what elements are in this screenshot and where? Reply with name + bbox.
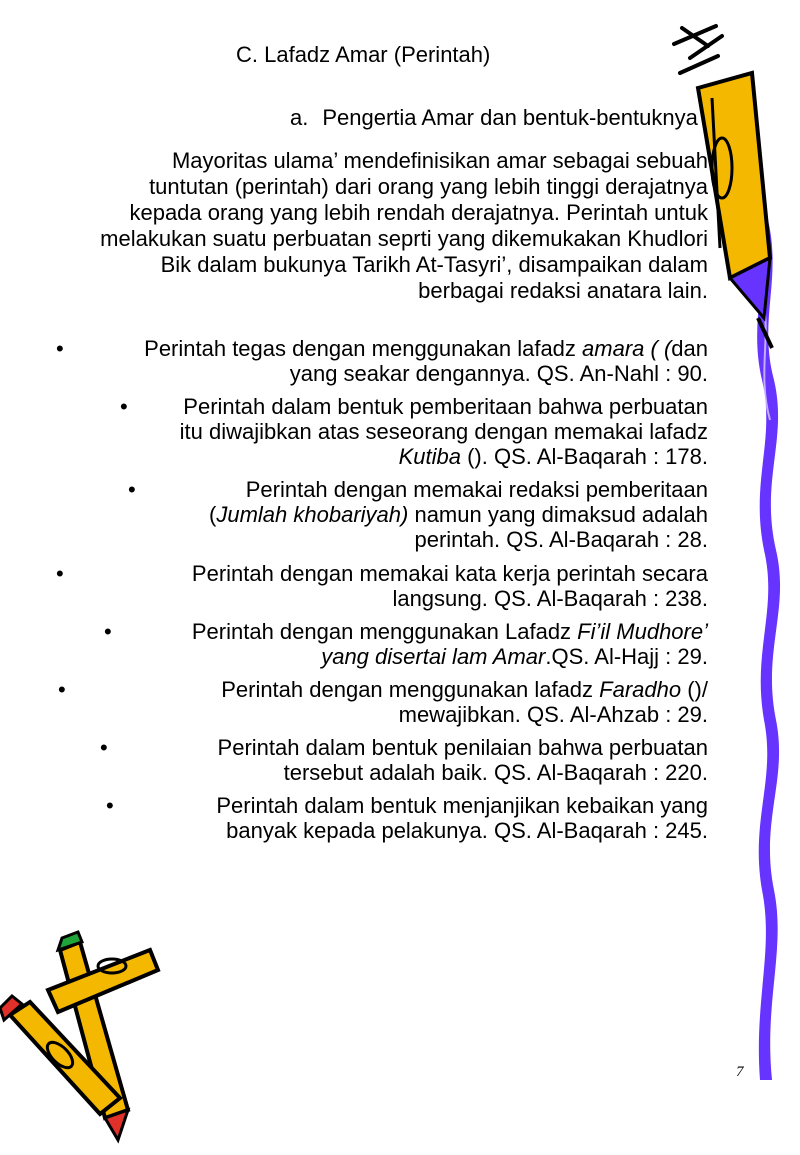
subheading-marker: a. xyxy=(290,105,309,130)
list-item-text: Perintah dengan memakai kata kerja perintah secara langsung. QS. Al-Baqarah : 238. xyxy=(191,561,708,611)
list-item-text: Perintah dalam bentuk menjanjikan kebaikan yang banyak kepada pelakunya. QS. Al-Baqarah : 245. xyxy=(216,793,708,843)
list-item xyxy=(140,619,708,669)
list-item-text: Perintah tegas dengan menggunakan lafadz xyxy=(144,336,583,361)
list-item-italic: Jumlah khobariyah) xyxy=(216,502,409,527)
list-item xyxy=(92,561,708,611)
bullet-icon: • xyxy=(106,793,114,818)
bullet-icon: • xyxy=(56,336,64,361)
list-item xyxy=(94,677,708,727)
list-item-text: namun yang dimaksud adalah perintah. QS. Al-Baqarah : 28. xyxy=(408,502,708,552)
list-item-italic: Fi’il Mudhore’ yang disertai lam Amar xyxy=(321,619,708,669)
bullet-icon: • xyxy=(128,477,136,502)
list-item xyxy=(128,477,708,552)
page-title: C. Lafadz Amar (Perintah) xyxy=(236,42,491,67)
bullet-icon: • xyxy=(100,735,108,760)
list-item-text: (). QS. Al-Baqarah : 178. xyxy=(460,444,708,469)
list-item-text: Perintah dalam bentuk pemberitaan bahwa perbuatan itu diwajibkan atas seseorang dengan memakai lafadz xyxy=(179,394,708,444)
list-item-italic: amara ( ( xyxy=(582,336,672,361)
list-item-text: dan yang seakar dengannya. QS. An-Nahl : 90. xyxy=(289,336,708,386)
subheading xyxy=(290,105,698,131)
page-number: 7 xyxy=(736,1064,744,1080)
list-item-italic: Faradho xyxy=(599,677,682,702)
list-item xyxy=(118,394,708,469)
list-item xyxy=(142,793,708,843)
list-item-text: ()/ mewajibkan. QS. Al-Ahzab : 29. xyxy=(398,677,708,727)
crossed-pencils-clipart-icon xyxy=(0,930,170,1145)
bullet-icon: • xyxy=(56,561,64,586)
list-item xyxy=(92,336,708,386)
list-item-italic: Kutiba xyxy=(398,444,461,469)
list-item-text: Perintah dengan menggunakan lafadz xyxy=(221,677,600,702)
list-item-text: .QS. Al-Hajj : 29. xyxy=(545,644,708,669)
bullet-icon: • xyxy=(104,619,112,644)
bullet-icon: • xyxy=(58,677,66,702)
list-item xyxy=(136,735,708,785)
list-item-text: Perintah dengan memakai redaksi pemberitaan ( xyxy=(209,477,708,527)
purple-ribbon-icon xyxy=(730,220,800,1090)
bullet-icon: • xyxy=(120,394,128,419)
list-item-text: Perintah dalam bentuk penilaian bahwa perbuatan tersebut adalah baik. QS. Al-Baqarah : 220. xyxy=(217,735,708,785)
list-item-text: Perintah dengan menggunakan Lafadz xyxy=(191,619,578,644)
subheading-text: Pengertia Amar dan bentuk-bentuknya xyxy=(322,105,698,130)
intro-paragraph: Mayoritas ulama’ mendefinisikan amar sebagai sebuah tuntutan (perintah) dari orang yang lebih tinggi derajatnya kepada orang yang lebih rendah derajatnya. Perintah untuk melakukan suatu perbuatan seprti yang dikemukakan Khudlori Bik dalam bukunya Tarikh At-Tasyri’, disampaikan dalam berbagai redaksi anatara lain. xyxy=(100,148,708,303)
